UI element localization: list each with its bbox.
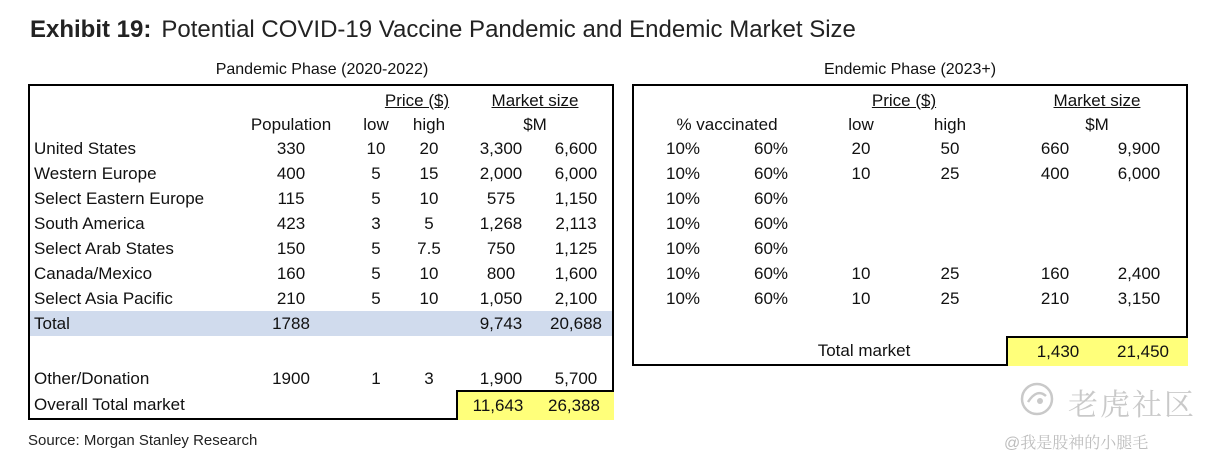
region-cell: United States — [34, 139, 137, 158]
overall-label: Overall Total market — [34, 395, 185, 414]
price-high-cell: 10 — [419, 264, 439, 283]
endemic-market-size-high-cell: 3,150 — [1117, 289, 1161, 308]
pandemic-caption: Pandemic Phase (2020-2022) — [215, 61, 429, 78]
endemic-table-row — [634, 261, 1186, 286]
price-high-cell: 15 — [419, 164, 439, 183]
endemic-table-row — [634, 136, 1186, 161]
endemic-table-row — [634, 161, 1186, 186]
endemic-market-size-low-cell: 160 — [1040, 264, 1070, 283]
market-size-high-cell: 2,113 — [555, 214, 597, 233]
pandemic-table-row — [30, 236, 612, 261]
population-header: Population — [250, 115, 332, 134]
endemic-market-size-low-cell: 210 — [1040, 289, 1070, 308]
market-size-high-cell: 6,600 — [554, 139, 598, 158]
market-size-high-cell: 1,125 — [554, 239, 598, 258]
market-size-high-cell: 1,600 — [554, 264, 598, 283]
price-high-cell: 5 — [424, 214, 434, 233]
vaccinated-low-cell: 10% — [665, 289, 701, 308]
watermark-brand: 老虎社区 — [1068, 389, 1196, 422]
price-low-cell: 5 — [371, 239, 381, 258]
vaccinated-high-cell: 60% — [753, 289, 789, 308]
other-population: 1900 — [272, 369, 310, 388]
exhibit-number: Exhibit 19: — [30, 16, 152, 43]
price-high-cell: 10 — [419, 289, 439, 308]
other-donation-row — [30, 366, 612, 391]
region-cell: South America — [34, 214, 145, 233]
price-low-cell: 10 — [366, 139, 386, 158]
vaccinated-high-cell: 60% — [753, 164, 789, 183]
population-cell: 160 — [276, 264, 306, 283]
vaccinated-high-cell: 60% — [753, 239, 789, 258]
vaccinated-low-cell: 10% — [665, 239, 701, 258]
overall-ms-high: 26,388 — [548, 396, 600, 415]
endemic-table — [632, 84, 1188, 366]
overall-total-highlight — [456, 390, 614, 420]
market-size-high-cell: 2,100 — [554, 289, 598, 308]
source-note: Source: Morgan Stanley Research — [28, 432, 258, 449]
watermark-user: @我是股神的小腿毛 — [1004, 435, 1149, 452]
market-size-low-cell: 3,300 — [479, 139, 523, 158]
endemic-total-ms-low: 1,430 — [1036, 342, 1080, 361]
endemic-market-size-low-cell: 400 — [1040, 164, 1070, 183]
region-cell: Select Asia Pacific — [34, 289, 173, 308]
endemic-price-low-cell: 10 — [851, 264, 871, 283]
population-cell: 210 — [276, 289, 306, 308]
other-price-high: 3 — [424, 369, 434, 388]
price-low-header: low — [363, 115, 389, 134]
price-low-cell: 5 — [371, 164, 381, 183]
other-ms-low: 1,900 — [479, 369, 523, 388]
price-high-cell: 7.5 — [417, 239, 441, 258]
pandemic-table — [28, 84, 614, 420]
pandemic-header-row-1 — [30, 88, 612, 113]
endemic-table-row — [634, 286, 1186, 311]
endemic-price-high-cell: 50 — [940, 139, 960, 158]
tiger-logo-icon — [1018, 382, 1056, 416]
endemic-market-size-header: Market size — [1053, 91, 1141, 110]
vaccinated-low-cell: 10% — [665, 139, 701, 158]
endemic-total-label: Total market — [817, 341, 911, 360]
pct-vaccinated-header: % vaccinated — [676, 115, 778, 134]
pandemic-table-row — [30, 186, 612, 211]
market-size-low-cell: 800 — [486, 264, 516, 283]
pandemic-table-row — [30, 286, 612, 311]
market-size-low-cell: 1,050 — [479, 289, 523, 308]
market-size-low-cell: 1,268 — [479, 214, 523, 233]
market-size-low-cell: 2,000 — [479, 164, 523, 183]
endemic-table-row — [634, 211, 1186, 236]
population-cell: 150 — [276, 239, 306, 258]
vaccinated-low-cell: 10% — [665, 264, 701, 283]
region-cell: Canada/Mexico — [34, 264, 153, 283]
total-ms-high: 20,688 — [550, 314, 602, 333]
other-price-low: 1 — [371, 369, 381, 388]
vaccinated-high-cell: 60% — [753, 139, 789, 158]
endemic-price-high-cell: 25 — [940, 289, 960, 308]
vaccinated-low-cell: 10% — [665, 214, 701, 233]
price-low-cell: 5 — [371, 189, 381, 208]
population-cell: 330 — [276, 139, 306, 158]
pandemic-table-row — [30, 136, 612, 161]
endemic-table-row — [634, 236, 1186, 261]
watermark — [1018, 380, 1198, 422]
vaccinated-high-cell: 60% — [753, 264, 789, 283]
endemic-market-size-high-cell: 2,400 — [1117, 264, 1161, 283]
region-cell: Select Eastern Europe — [34, 189, 205, 208]
market-size-low-cell: 575 — [486, 189, 516, 208]
price-low-cell: 3 — [371, 214, 381, 233]
pandemic-header-row-2 — [30, 112, 612, 137]
pandemic-total-row — [30, 311, 612, 336]
exhibit-title-text: Potential COVID-19 Vaccine Pandemic and Endemic Market Size — [161, 16, 856, 43]
market-size-low-cell: 750 — [486, 239, 516, 258]
endemic-header-row-2 — [634, 112, 1186, 137]
region-cell: Select Arab States — [34, 239, 174, 258]
market-size-high-cell: 1,150 — [554, 189, 598, 208]
endemic-price-high-cell: 25 — [940, 164, 960, 183]
other-label: Other/Donation — [34, 369, 150, 388]
vaccinated-high-cell: 60% — [753, 214, 789, 233]
market-size-unit: $M — [523, 115, 547, 134]
endemic-price-low-header: low — [848, 115, 874, 134]
endemic-price-low-cell: 20 — [851, 139, 871, 158]
endemic-price-header: Price ($) — [871, 91, 937, 110]
endemic-price-high-header: high — [933, 115, 967, 134]
endemic-price-low-cell: 10 — [851, 289, 871, 308]
endemic-caption: Endemic Phase (2023+) — [823, 61, 997, 78]
pandemic-table-row — [30, 211, 612, 236]
endemic-market-size-high-cell: 9,900 — [1117, 139, 1161, 158]
total-label: Total — [34, 314, 70, 333]
other-ms-high: 5,700 — [554, 369, 598, 388]
price-low-cell: 5 — [371, 289, 381, 308]
endemic-market-size-unit: $M — [1085, 115, 1109, 134]
population-cell: 400 — [276, 164, 306, 183]
endemic-total-ms-high: 21,450 — [1117, 342, 1169, 361]
endemic-total-highlight — [1006, 336, 1188, 366]
total-ms-low: 9,743 — [479, 314, 523, 333]
endemic-table-row — [634, 186, 1186, 211]
exhibit-title — [30, 16, 856, 44]
price-low-cell: 5 — [371, 264, 381, 283]
endemic-market-size-high-cell: 6,000 — [1117, 164, 1161, 183]
endemic-price-high-cell: 25 — [940, 264, 960, 283]
overall-ms-low: 11,643 — [472, 396, 524, 415]
price-high-cell: 10 — [419, 189, 439, 208]
population-cell: 115 — [277, 189, 305, 208]
price-high-cell: 20 — [419, 139, 439, 158]
price-high-header: high — [412, 115, 446, 134]
total-population: 1788 — [272, 314, 310, 333]
price-header: Price ($) — [384, 91, 450, 110]
region-cell: Western Europe — [34, 164, 157, 183]
market-size-high-cell: 6,000 — [554, 164, 598, 183]
pandemic-table-row — [30, 261, 612, 286]
endemic-market-size-low-cell: 660 — [1040, 139, 1070, 158]
population-cell: 423 — [276, 214, 306, 233]
endemic-price-low-cell: 10 — [851, 164, 871, 183]
pandemic-table-row — [30, 161, 612, 186]
vaccinated-low-cell: 10% — [665, 189, 701, 208]
vaccinated-low-cell: 10% — [665, 164, 701, 183]
endemic-header-row-1 — [634, 88, 1186, 113]
market-size-header: Market size — [491, 91, 579, 110]
vaccinated-high-cell: 60% — [753, 189, 789, 208]
